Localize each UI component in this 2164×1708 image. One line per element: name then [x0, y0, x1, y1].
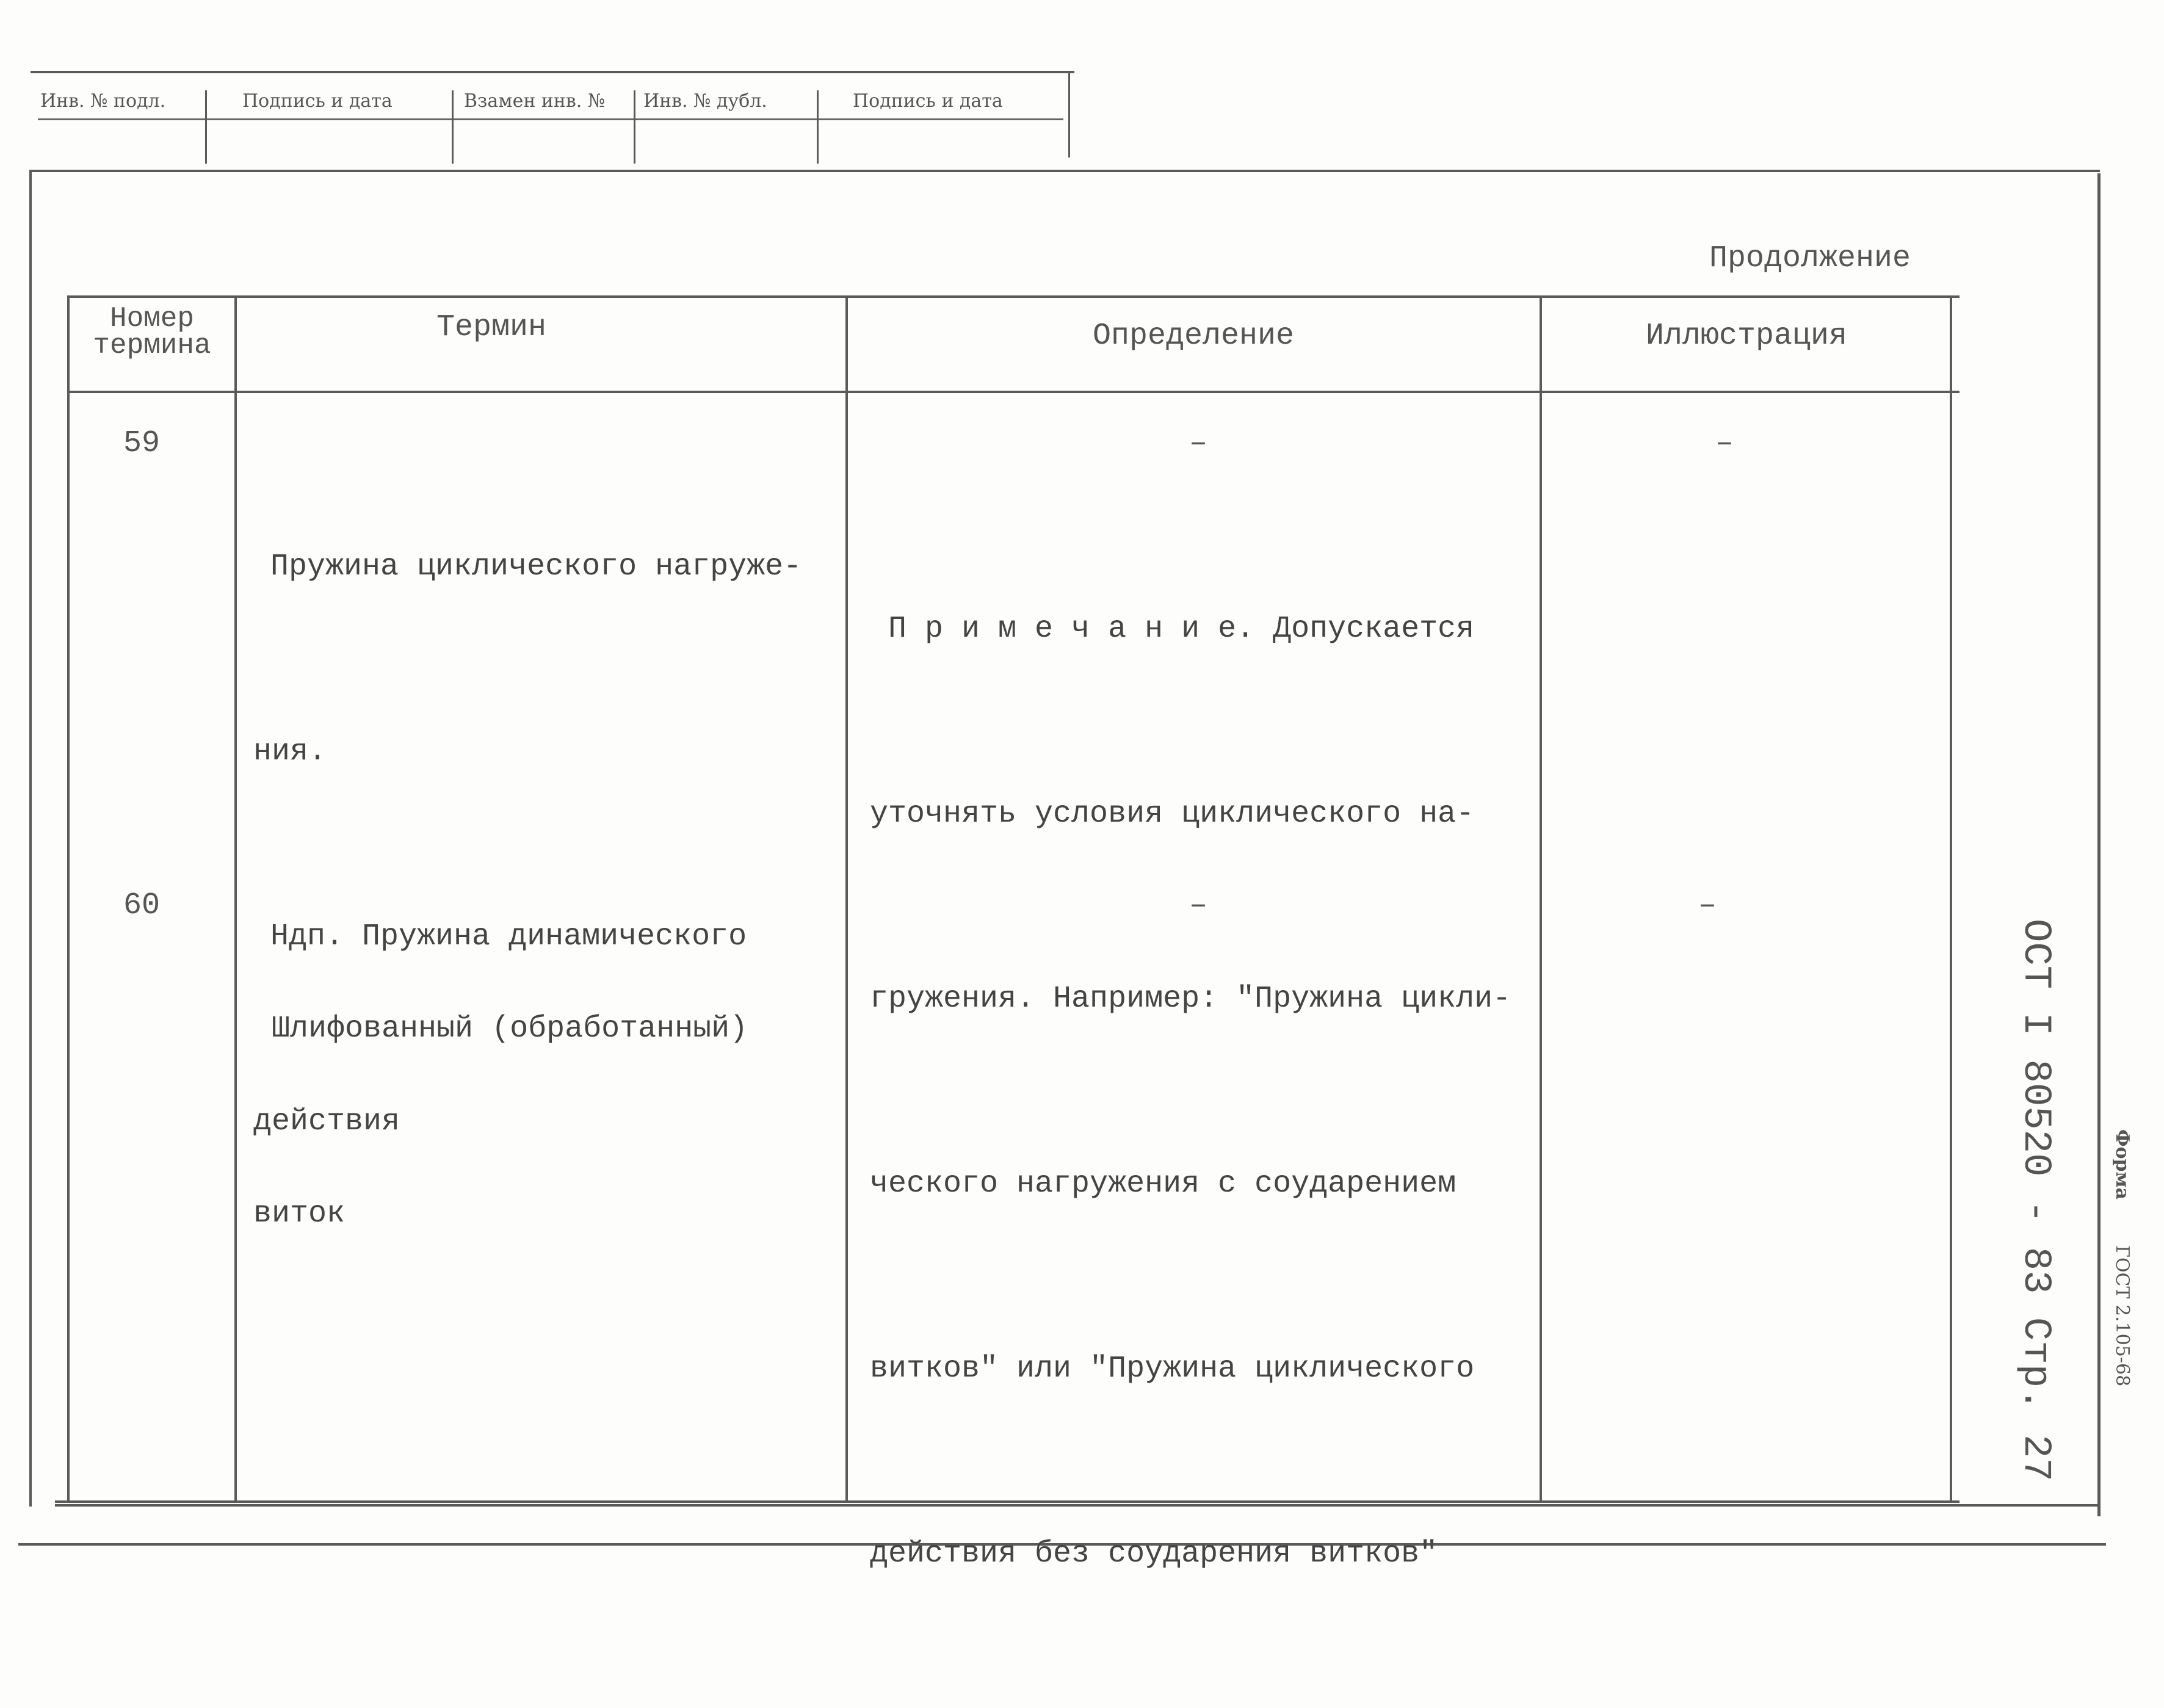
- definition-line: уточнять условия циклического на-: [870, 797, 1475, 831]
- term-line: виток: [253, 1196, 346, 1231]
- illustration-dash: –: [1715, 426, 1734, 461]
- continuation-label: Продолжение: [1709, 241, 1911, 276]
- table-col-border-0: [67, 295, 70, 1502]
- term-line: Шлифованный (обработанный): [253, 1011, 748, 1046]
- illustration-dash: –: [1698, 888, 1717, 923]
- frame-left-border: [29, 170, 32, 1507]
- frame-top-border: [31, 170, 2100, 172]
- header-number-line-1: Номер: [109, 303, 195, 335]
- term-line: ния.: [253, 734, 327, 769]
- header-number: [71, 305, 233, 359]
- header-illustration: Иллюстрация: [1645, 319, 1848, 353]
- stamp-cell-vzamen: Взамен инв. №: [464, 90, 606, 112]
- definition-note: [870, 475, 1511, 1708]
- term-text: [253, 875, 748, 1368]
- definition-dash: –: [1189, 426, 1208, 461]
- stamp-cell-signature-1: Подпись и дата: [242, 90, 393, 112]
- header-term: Термин: [436, 310, 547, 345]
- table-col-border-3: [1540, 295, 1542, 1502]
- stamp-cell-inv-podl: Инв. № подл.: [40, 90, 166, 112]
- definition-dash: –: [1189, 888, 1208, 923]
- definition-line: гружения. Например: "Пружина цикли-: [870, 982, 1511, 1016]
- stamp-cell-signature-2: Подпись и дата: [853, 90, 1003, 112]
- document-code: ОСТ I 80520 - 83 Стр. 27: [2013, 919, 2057, 1482]
- definition-line: действия без соударения витков": [870, 1536, 1438, 1571]
- term-number: 60: [123, 888, 161, 923]
- term-line: Ндп. Пружина динамического: [270, 919, 747, 954]
- term-line: Пружина циклического нагруже-: [270, 549, 802, 584]
- table-col-border-4: [1950, 295, 1952, 1502]
- term-line: действия: [253, 1104, 400, 1139]
- frame-right-border: [2097, 173, 2101, 1516]
- term-number: 59: [123, 426, 161, 461]
- form-label: Форма: [2112, 1129, 2133, 1200]
- header-definition: Определение: [1092, 319, 1295, 353]
- stamp-block: [32, 72, 1076, 164]
- table-col-border-1: [234, 295, 237, 1502]
- definition-line: витков" или "Пружина циклического: [870, 1352, 1475, 1386]
- definition-line: П р и м е ч а н и е. Допускается: [870, 612, 1475, 646]
- definition-line: ческого нагружения с соударением: [870, 1167, 1457, 1201]
- table-top-border: [67, 295, 1960, 298]
- form-code: ГОСТ 2.105-68: [2112, 1245, 2133, 1387]
- table-header-separator: [67, 391, 1960, 393]
- header-number-line-2: термина: [93, 330, 211, 361]
- stamp-cell-inv-dubl: Инв. № дубл.: [643, 90, 767, 112]
- table-col-border-2: [845, 295, 848, 1502]
